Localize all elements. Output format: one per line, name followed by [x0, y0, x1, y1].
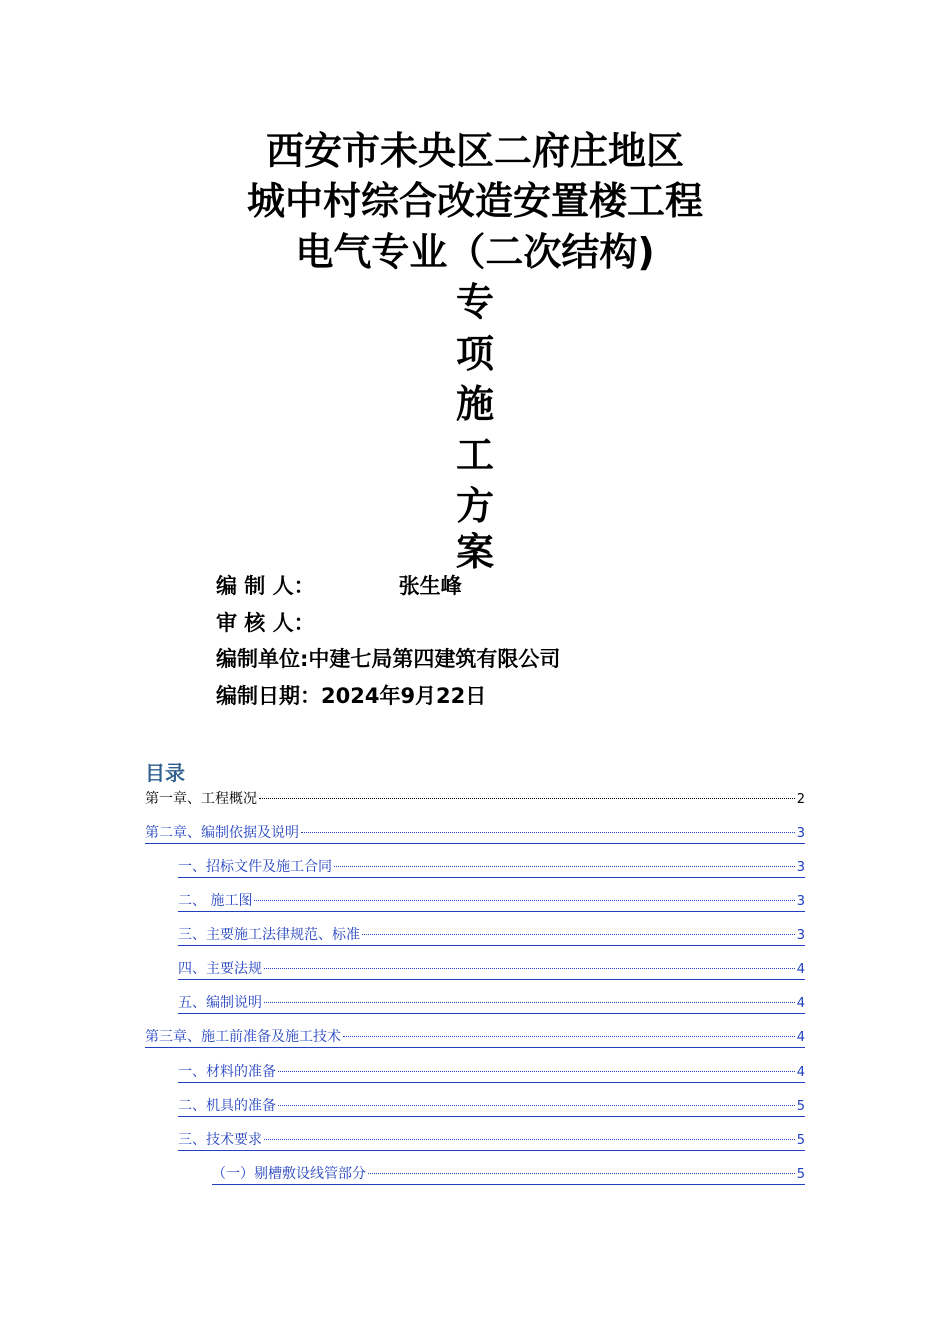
- toc-entry-text: 第三章、施工前准备及施工技术: [145, 1029, 341, 1045]
- toc-leader: [301, 832, 795, 833]
- toc-leader: [264, 968, 795, 969]
- meta-row-date: [216, 682, 486, 710]
- toc-page-number: 2: [796, 792, 805, 807]
- meta-label: 编制日期：: [216, 684, 321, 708]
- toc-leader: [278, 1105, 795, 1106]
- meta-row-organization: [216, 645, 560, 673]
- title-line-2: 城中村综合改造安置楼工程: [246, 179, 703, 223]
- meta-row-reviewer: [216, 609, 315, 637]
- vertical-title-char: 方: [455, 484, 494, 528]
- meta-value: 2024年9月22日: [321, 684, 487, 708]
- toc-entry-text: 第二章、编制依据及说明: [145, 825, 299, 841]
- vertical-title-char: 专: [455, 280, 494, 324]
- meta-value: 中建七局第四建筑有限公司: [308, 647, 561, 671]
- toc-page-number: 3: [796, 860, 805, 875]
- meta-label: 编制单位:: [216, 647, 309, 671]
- toc-leader: [264, 1139, 795, 1140]
- toc-page-number: 3: [796, 894, 805, 909]
- toc-entry[interactable]: [178, 1063, 805, 1083]
- toc-leader: [368, 1173, 795, 1174]
- vertical-title-char: 案: [455, 530, 494, 574]
- toc-entry[interactable]: [212, 1165, 805, 1185]
- toc-entry-text: 一、招标文件及施工合同: [178, 859, 332, 875]
- toc-page-number: 4: [796, 1065, 805, 1080]
- vertical-title-char: 项: [455, 332, 494, 376]
- toc-page-number: 5: [796, 1167, 805, 1182]
- toc-page-number: 4: [796, 962, 805, 977]
- toc-entry[interactable]: [178, 926, 805, 946]
- toc-page-number: 3: [796, 928, 805, 943]
- vertical-title-char: 施: [455, 382, 494, 426]
- toc-leader: [254, 900, 794, 901]
- toc-page-number: 3: [796, 826, 805, 841]
- toc-heading: 目录: [145, 761, 185, 785]
- meta-value: 张生峰: [398, 574, 462, 598]
- title-line-1: 西安市未央区二府庄地区: [265, 129, 684, 173]
- meta-row-author: [216, 572, 462, 600]
- toc-page-number: 4: [796, 1030, 805, 1045]
- toc-entry-text: 三、技术要求: [178, 1132, 262, 1148]
- toc-entry[interactable]: [178, 1097, 805, 1117]
- toc-leader: [264, 1002, 795, 1003]
- toc-entry-text: 二、机具的准备: [178, 1098, 276, 1114]
- toc-entry-text: 三、主要施工法律规范、标准: [178, 927, 360, 943]
- toc-entry[interactable]: [178, 960, 805, 980]
- toc-leader: [278, 1071, 795, 1072]
- toc-entry-text: 一、材料的准备: [178, 1064, 276, 1080]
- toc-page-number: 5: [796, 1133, 805, 1148]
- toc-entry[interactable]: [145, 1028, 805, 1048]
- toc-entry[interactable]: [145, 790, 805, 809]
- toc-entry-text: 五、编制说明: [178, 995, 262, 1011]
- toc-page-number: 5: [796, 1099, 805, 1114]
- toc-entry-text: （一）剔槽敷设线管部分: [212, 1166, 366, 1182]
- meta-label: 审 核 人：: [216, 611, 315, 635]
- toc-entry-text: 第一章、工程概况: [145, 791, 257, 807]
- meta-label: 编 制 人：: [216, 574, 315, 598]
- toc-entry[interactable]: [145, 824, 805, 844]
- toc-entry[interactable]: [178, 892, 805, 912]
- title-line-3: 电气专业（二次结构): [295, 230, 655, 274]
- toc-entry-text: 二、 施工图: [178, 893, 253, 909]
- toc-entry-text: 四、主要法规: [178, 961, 262, 977]
- toc-page-number: 4: [796, 996, 805, 1011]
- toc-entry[interactable]: [178, 858, 805, 878]
- toc-leader: [259, 798, 795, 799]
- toc-leader: [334, 866, 795, 867]
- vertical-title-char: 工: [455, 433, 494, 477]
- toc-leader: [362, 934, 795, 935]
- toc-leader: [343, 1036, 795, 1037]
- toc-entry[interactable]: [178, 1131, 805, 1151]
- toc-entry[interactable]: [178, 994, 805, 1014]
